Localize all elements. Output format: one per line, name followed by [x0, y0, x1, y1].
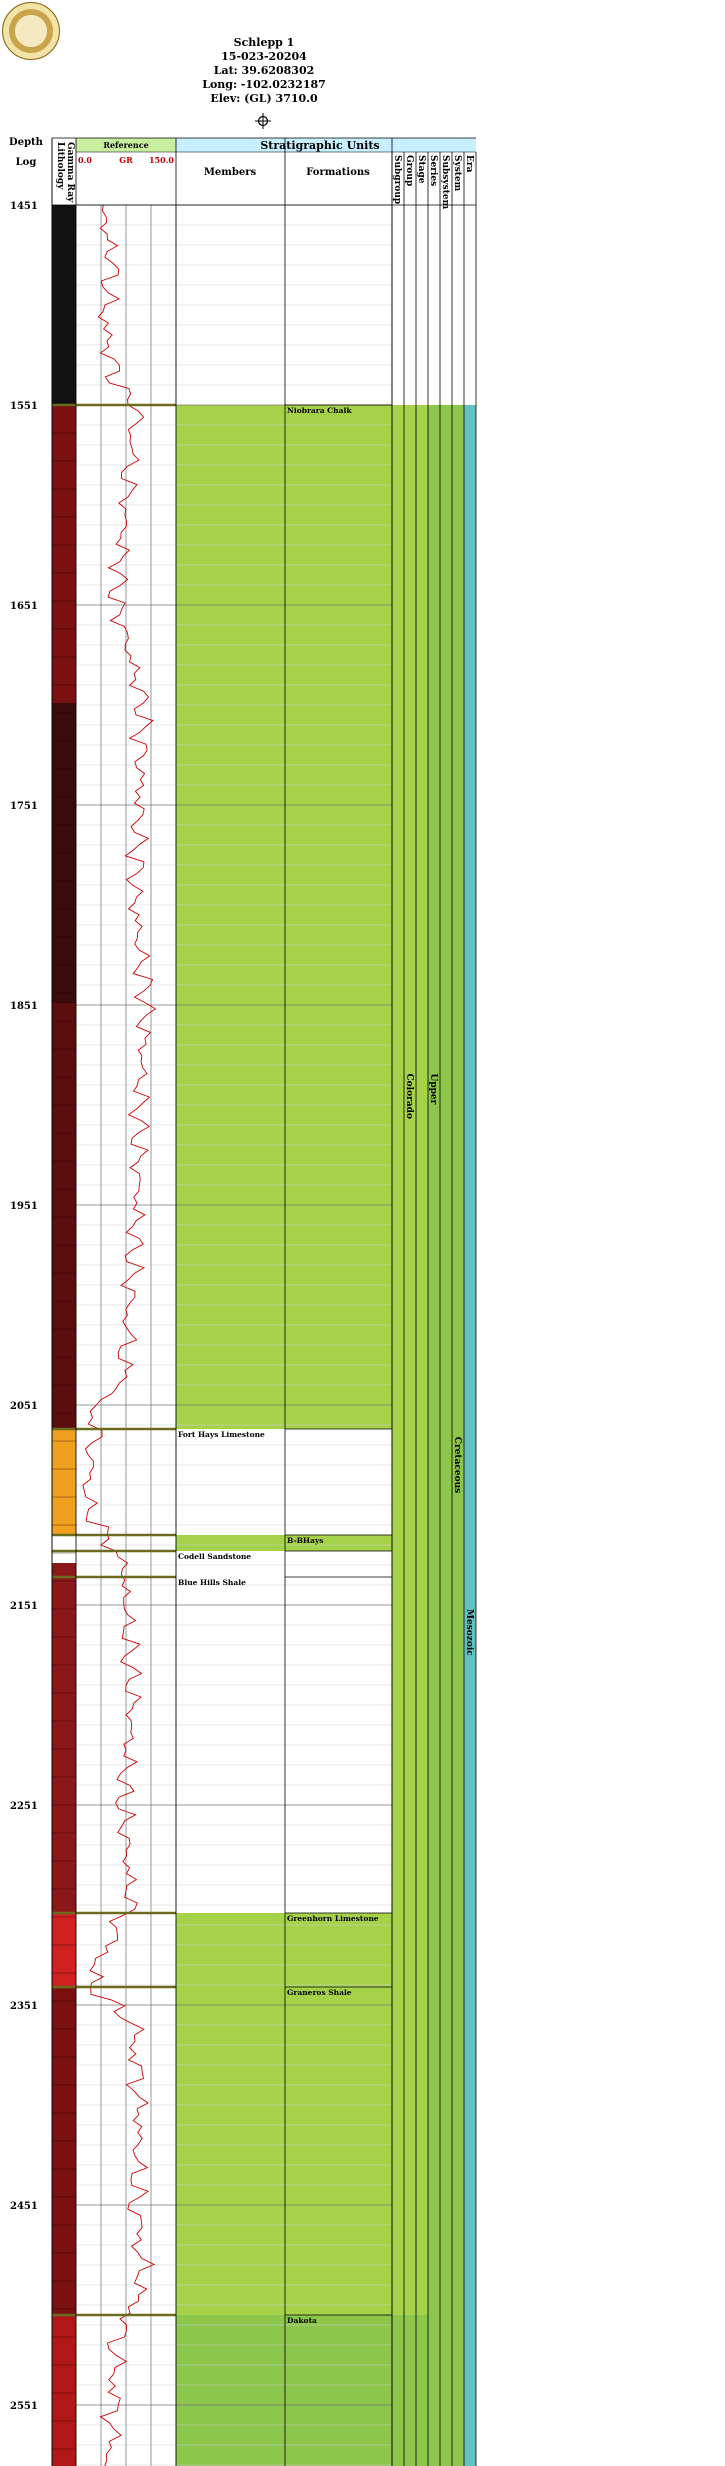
- lithology-band: [52, 1429, 76, 1535]
- rank-header: Stage: [416, 155, 426, 184]
- rank-label: Mesozoic: [464, 1609, 474, 1656]
- lithology-band: [52, 205, 76, 405]
- lithology-band: [52, 1913, 76, 1987]
- formation-label: Dakota: [287, 2316, 317, 2325]
- strat-units-header: Stratigraphic Units: [260, 139, 380, 152]
- elevation: Elev: (GL) 3710.0: [210, 92, 318, 105]
- member-label: Fort Hays Limestone: [178, 1430, 265, 1439]
- depth-tick-label: 1951: [10, 1201, 38, 1212]
- api-number: 15-023-20204: [221, 50, 307, 63]
- rank-header: Group: [404, 155, 414, 187]
- depth-tick-label: 2151: [10, 1601, 38, 1612]
- depth-tick-label: 1751: [10, 801, 38, 812]
- formation-fill: [176, 1987, 392, 2315]
- formation-fill: [176, 1913, 392, 1987]
- depth-tick-label: 2451: [10, 2201, 38, 2212]
- gamma-ray-header: Gamma Ray: [65, 142, 75, 203]
- depth-tick-label: 2351: [10, 2001, 38, 2012]
- member-label: Codell Sandstone: [178, 1552, 252, 1561]
- rank-header: Subsystem: [440, 155, 450, 210]
- log-header: Log: [15, 157, 37, 168]
- formation-fill: [176, 1535, 392, 1551]
- rank-fill: [392, 2315, 428, 2466]
- member-label: Blue Hills Shale: [178, 1578, 246, 1587]
- rank-fill: [428, 405, 440, 2466]
- depth-tick-label: 2251: [10, 1801, 38, 1812]
- gr-max-label: 150.0: [148, 155, 174, 165]
- lithology-band: [52, 1003, 76, 1429]
- gamma-ray-curve: [77, 205, 155, 2466]
- formation-label: Graneros Shale: [287, 1988, 352, 1997]
- well-name: Schlepp 1: [233, 36, 295, 49]
- formation-label: B-BHays: [287, 1536, 324, 1545]
- rank-header: Series: [428, 155, 438, 187]
- rank-header: Era: [464, 155, 474, 173]
- lithology-band: [52, 405, 76, 703]
- lithology-band: [52, 1563, 76, 1913]
- rank-fill: [464, 405, 476, 2466]
- reference-header: Reference: [103, 140, 149, 150]
- longitude: Long: -102.0232187: [202, 78, 326, 91]
- rank-fill: [392, 405, 428, 2315]
- depth-tick-label: 1851: [10, 1001, 38, 1012]
- lithology-band: [52, 2315, 76, 2466]
- latitude: Lat: 39.6208302: [213, 64, 315, 77]
- rank-label: Cretaceous: [452, 1436, 462, 1494]
- lithology-band: [52, 1535, 76, 1563]
- gr-axis-label: GR: [119, 155, 133, 165]
- rank-header: System: [452, 155, 462, 192]
- gr-min-label: 0.0: [78, 155, 92, 165]
- depth-tick-label: 1651: [10, 601, 38, 612]
- formation-fill: [176, 405, 392, 1429]
- rank-label: Upper: [428, 1073, 438, 1105]
- formation-label: Niobrara Chalk: [287, 406, 352, 415]
- members-header: Members: [203, 167, 257, 178]
- formation-label: Greenhorn Limestone: [287, 1914, 379, 1923]
- depth-header: Depth: [9, 137, 43, 148]
- formation-fill: [176, 2315, 392, 2466]
- formations-header: Formations: [306, 167, 370, 178]
- depth-tick-label: 2551: [10, 2401, 38, 2412]
- lithology-header: Lithology: [55, 142, 65, 190]
- depth-tick-label: 1451: [10, 201, 38, 212]
- depth-tick-label: 2051: [10, 1401, 38, 1412]
- depth-tick-label: 1551: [10, 401, 38, 412]
- lithology-band: [52, 1987, 76, 2315]
- rank-label: Colorado: [404, 1073, 414, 1119]
- rank-header: Subgroup: [392, 155, 402, 205]
